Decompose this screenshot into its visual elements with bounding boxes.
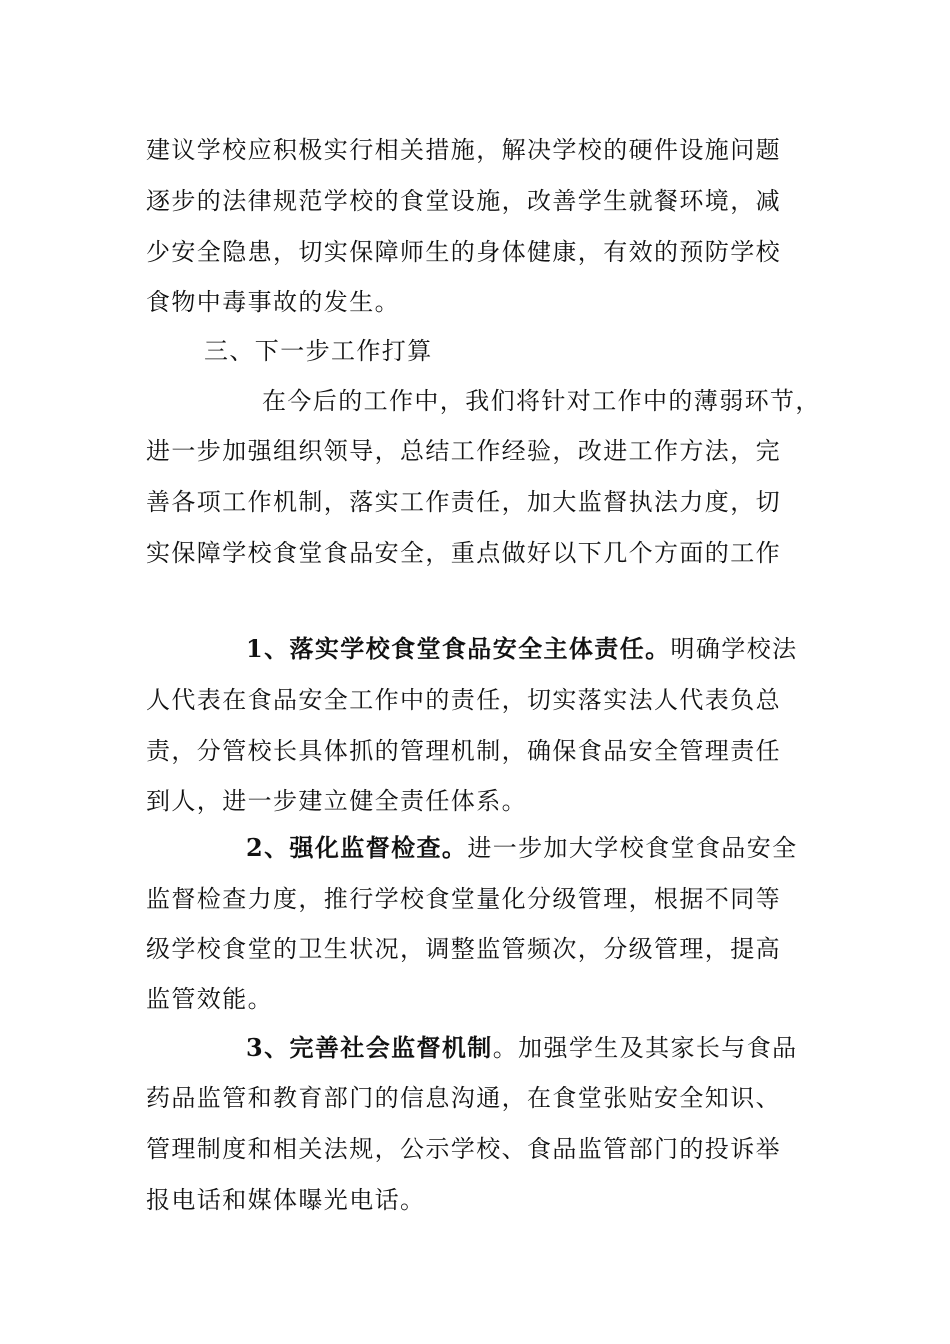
paragraph-line: 食物中毒事故的发生。 (146, 288, 400, 316)
paragraph-line: 到人，进一步建立健全责任体系。 (146, 787, 527, 815)
list-item-3-first-line (246, 1033, 926, 1063)
paragraph-line: 监管效能。 (146, 985, 273, 1013)
paragraph-line: 进一步加强组织领导，总结工作经验，改进工作方法，完 (146, 437, 781, 465)
paragraph-line: 少安全隐患，切实保障师生的身体健康，有效的预防学校 (146, 238, 781, 266)
list-item-text: 进一步加大学校食堂食品安全 (467, 834, 798, 862)
list-item-title: 2、强化监督检查。 (246, 833, 468, 862)
paragraph-line: 监督检查力度，推行学校食堂量化分级管理，根据不同等 (146, 885, 781, 913)
paragraph-line: 管理制度和相关法规，公示学校、食品监管部门的投诉举 (146, 1135, 781, 1163)
list-item-text: 。加强学生及其家长与食品 (492, 1034, 798, 1062)
paragraph-line: 药品监管和教育部门的信息沟通，在食堂张贴安全知识、 (146, 1084, 781, 1112)
paragraph-line: 在今后的工作中，我们将针对工作中的薄弱环节， (262, 387, 821, 415)
paragraph-line: 善各项工作机制，落实工作责任，加大监督执法力度，切 (146, 488, 781, 516)
paragraph-line: 级学校食堂的卫生状况，调整监管频次，分级管理，提高 (146, 935, 781, 963)
list-item-2-first-line (246, 833, 926, 863)
paragraph-line: 责，分管校长具体抓的管理机制，确保食品安全管理责任 (146, 737, 781, 765)
paragraph-line: 建议学校应积极实行相关措施，解决学校的硬件设施问题 (146, 136, 781, 164)
paragraph-line: 报电话和媒体曝光电话。 (146, 1186, 426, 1214)
paragraph-line: 人代表在食品安全工作中的责任，切实落实法人代表负总 (146, 686, 781, 714)
list-item-title: 3、完善社会监督机制 (246, 1033, 493, 1062)
paragraph-line: 逐步的法律规范学校的食堂设施，改善学生就餐环境，减 (146, 187, 781, 215)
section-heading: 三、下一步工作打算 (204, 337, 433, 365)
list-item-title: 1、落实学校食堂食品安全主体责任。 (246, 634, 671, 663)
list-item-1-first-line (246, 634, 926, 664)
paragraph-line: 实保障学校食堂食品安全，重点做好以下几个方面的工作 (146, 539, 781, 567)
list-item-text: 明确学校法 (670, 635, 798, 663)
